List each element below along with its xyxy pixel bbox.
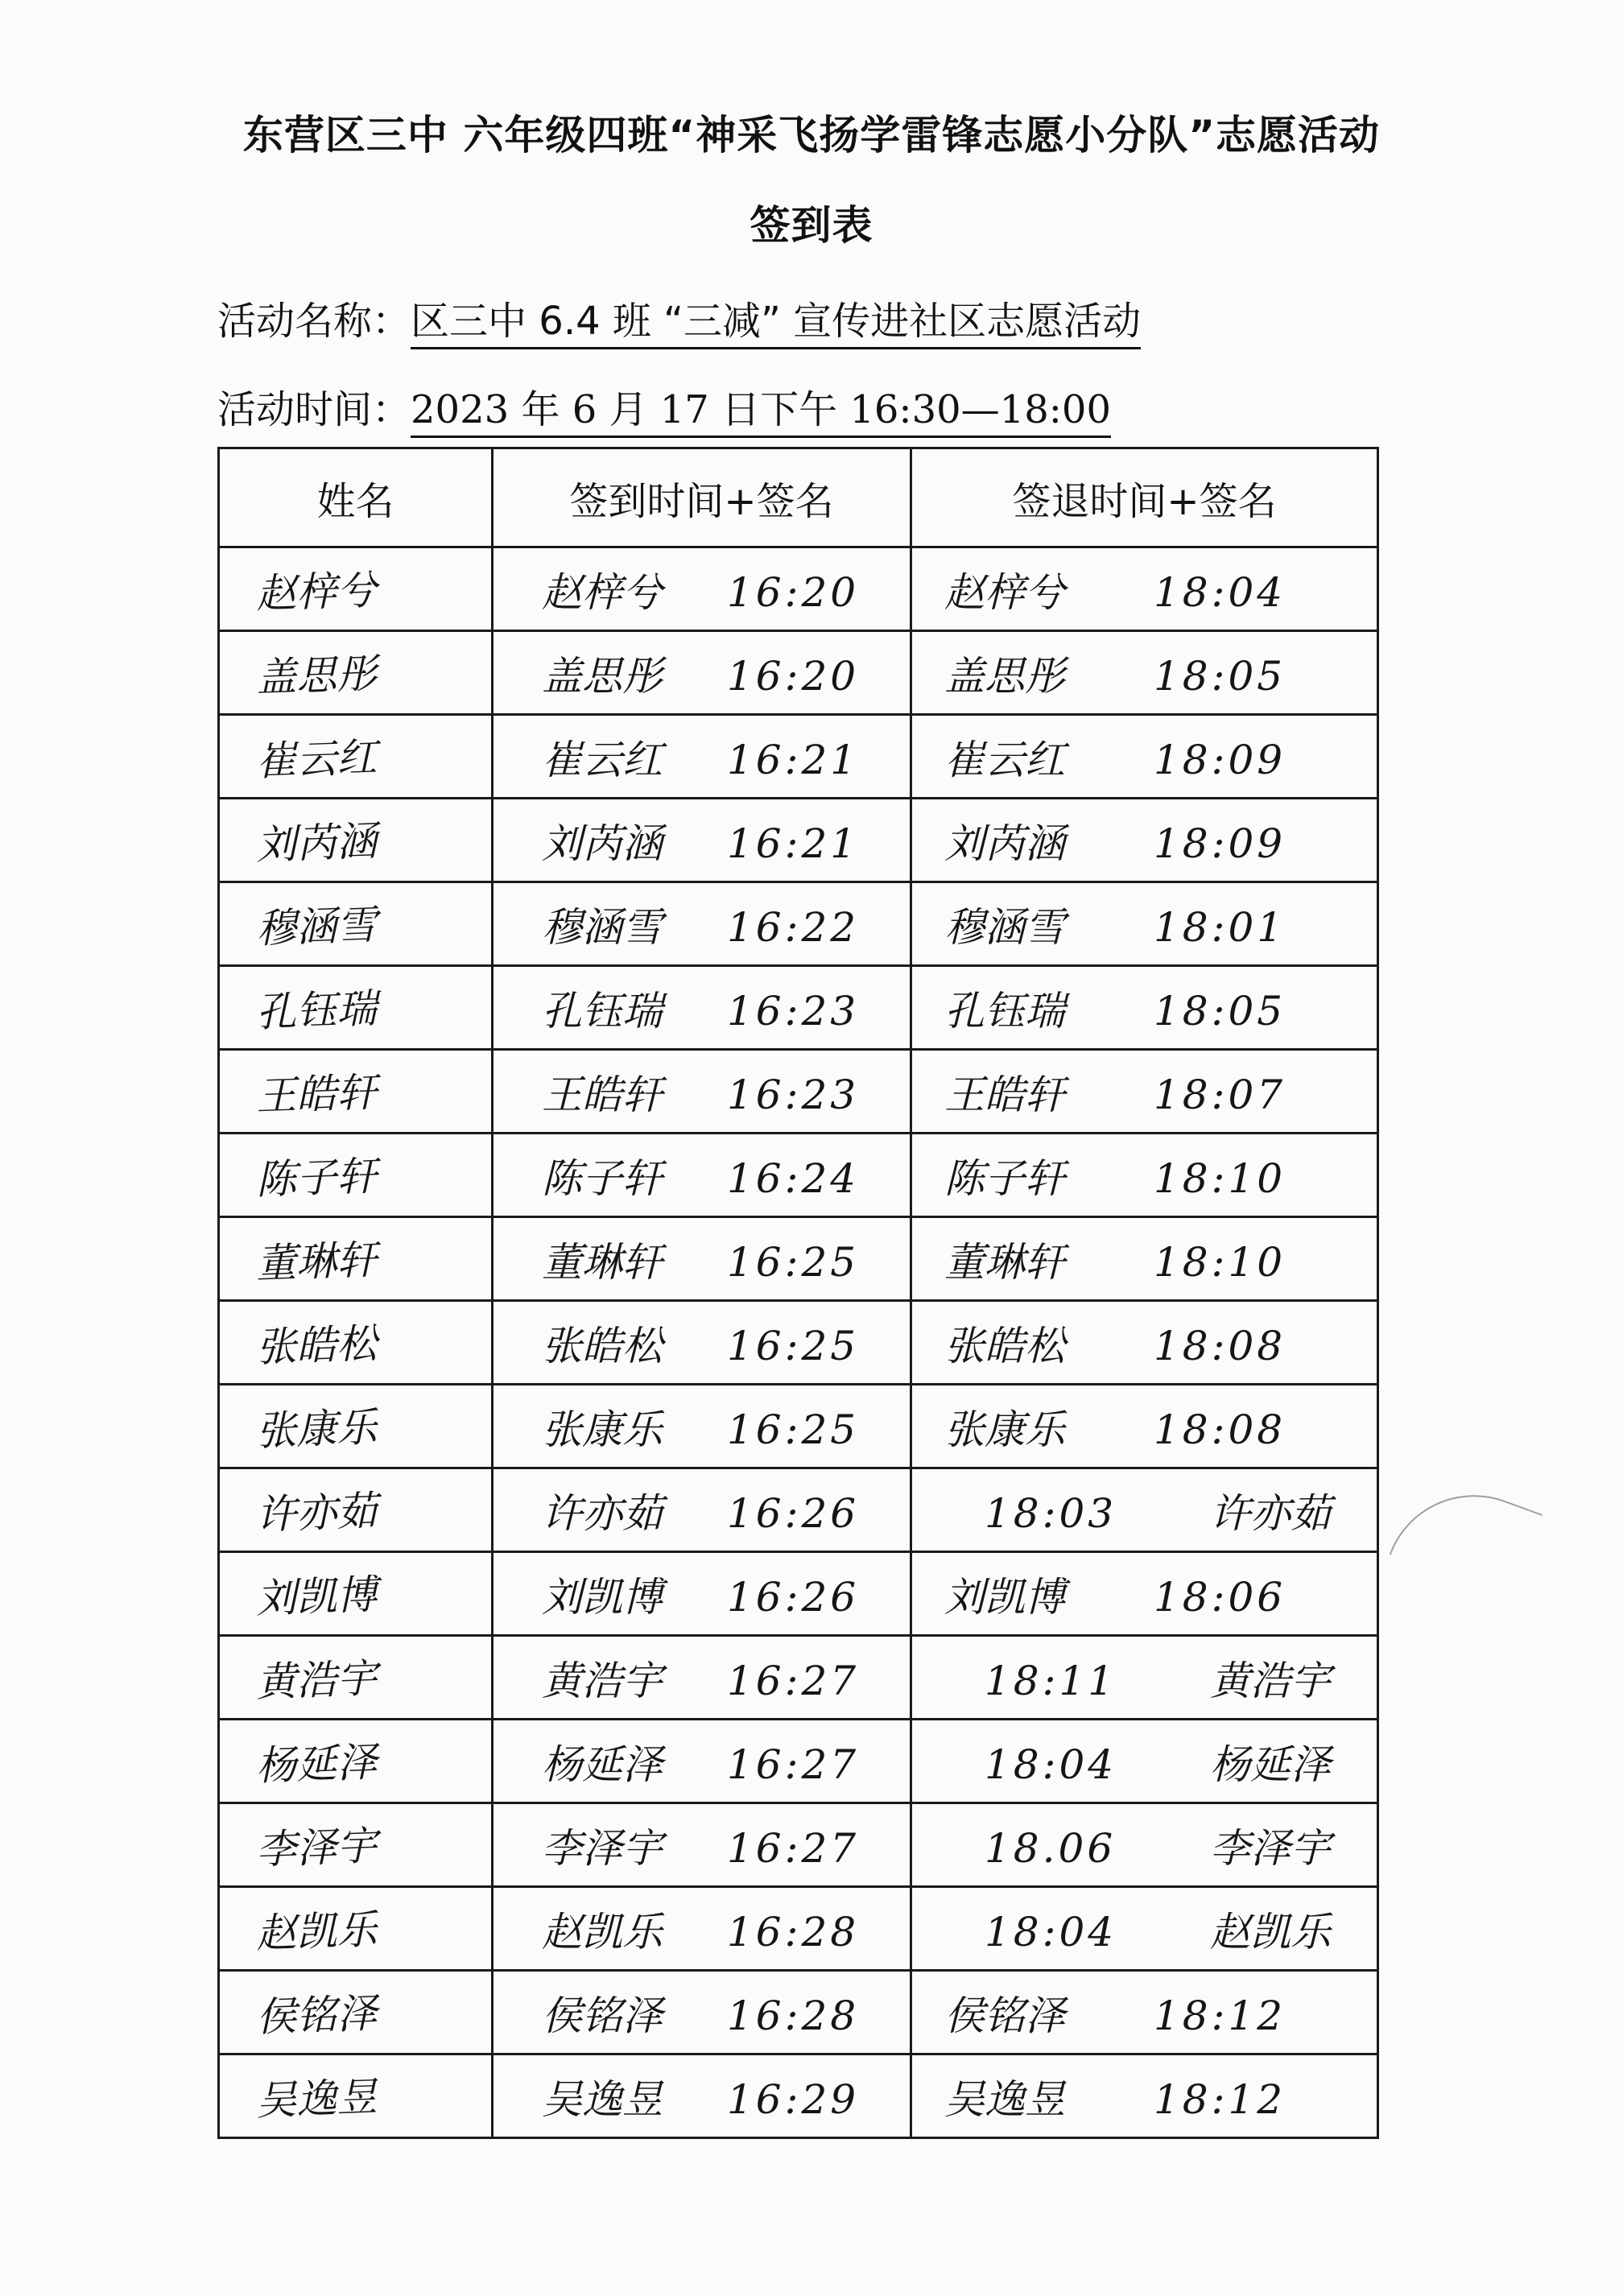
handwritten-name: 吴逸昱 [255, 2073, 378, 2125]
header-signout: 签退时间+签名 [911, 448, 1378, 547]
signin-signature: 孔钰瑞 [542, 987, 663, 1034]
handwritten-name: 刘凯博 [255, 1571, 378, 1622]
signout-signature: 刘凯博 [944, 1573, 1065, 1621]
signin-time: 16:29 [727, 2075, 860, 2123]
signout-cell [911, 882, 1378, 966]
signin-signature: 张康乐 [542, 1406, 663, 1453]
activity-name-value: 区三中 6.4 班 “三减” 宣传进社区志愿活动 [411, 299, 1141, 349]
signout-time: 18:10 [1154, 1238, 1286, 1286]
signin-cell [493, 547, 911, 631]
signin-signature: 崔云红 [542, 736, 663, 783]
document-title: 东营区三中 六年级四班“神采飞扬学雷锋志愿小分队”志愿活动 [242, 112, 1381, 159]
signout-cell [911, 1301, 1378, 1385]
signout-signature: 张康乐 [944, 1406, 1065, 1453]
signin-time: 16:21 [727, 820, 860, 867]
signout-cell [911, 1720, 1378, 1803]
header-signin: 签到时间+签名 [493, 448, 911, 547]
pen-scratch-mark [1390, 1470, 1543, 1600]
signout-time: 18:11 [985, 1657, 1117, 1704]
signin-signature: 许亦茹 [542, 1489, 663, 1537]
activity-name-line [217, 290, 1141, 345]
signin-time: 16:25 [727, 1238, 860, 1286]
signout-cell [911, 1050, 1378, 1134]
table-row [219, 1636, 1378, 1720]
signin-signature: 吴逸昱 [542, 2075, 663, 2123]
signout-time: 18:12 [1154, 2075, 1286, 2123]
name-cell [219, 2054, 493, 2138]
name-cell [219, 1971, 493, 2054]
signin-cell [493, 631, 911, 715]
name-cell [219, 631, 493, 715]
signout-signature: 黄浩宇 [1210, 1657, 1331, 1704]
table-row [219, 1887, 1378, 1971]
signin-signature: 穆涵雪 [542, 903, 663, 951]
signout-signature: 崔云红 [944, 736, 1065, 783]
signout-signature: 赵梓兮 [944, 568, 1065, 616]
signout-time: 18.06 [985, 1824, 1117, 1872]
signin-time: 16:22 [727, 903, 860, 951]
table-row [219, 631, 1378, 715]
signin-cell [493, 1552, 911, 1636]
signin-time: 16:26 [727, 1489, 860, 1537]
signout-signature: 赵凯乐 [1210, 1908, 1331, 1955]
signout-signature: 盖思彤 [944, 652, 1065, 700]
table-row [219, 1971, 1378, 2054]
signin-cell [493, 2054, 911, 2138]
handwritten-name: 杨延泽 [255, 1738, 378, 1790]
signout-signature: 穆涵雪 [944, 903, 1065, 951]
table-row [219, 1385, 1378, 1468]
signin-time: 16:23 [727, 987, 860, 1034]
signin-signature: 董琳轩 [542, 1238, 663, 1286]
activity-name-label: 活动名称： [217, 299, 411, 344]
signin-time: 16:27 [727, 1741, 860, 1788]
table-row [219, 1720, 1378, 1803]
name-cell [219, 882, 493, 966]
signin-time: 16:21 [727, 736, 860, 783]
signin-signature: 赵凯乐 [542, 1908, 663, 1955]
signin-time: 16:28 [727, 1992, 860, 2039]
signin-signature: 张皓松 [542, 1322, 663, 1369]
signin-time: 16:27 [727, 1657, 860, 1704]
signout-time: 18:08 [1154, 1406, 1286, 1453]
name-cell [219, 1552, 493, 1636]
table-row [219, 1134, 1378, 1217]
signin-time: 16:25 [727, 1406, 860, 1453]
name-cell [219, 1636, 493, 1720]
handwritten-name: 盖思彤 [255, 650, 378, 701]
table-header-row [219, 448, 1378, 547]
name-cell [219, 799, 493, 882]
signout-signature: 刘芮涵 [944, 820, 1065, 867]
signin-cell [493, 799, 911, 882]
signout-cell [911, 966, 1378, 1050]
table-row [219, 882, 1378, 966]
signout-time: 18:04 [985, 1741, 1117, 1788]
name-cell [219, 1385, 493, 1468]
handwritten-name: 张康乐 [255, 1403, 378, 1455]
signin-signature: 盖思彤 [542, 652, 663, 700]
signout-time: 18:10 [1154, 1154, 1286, 1202]
signout-signature: 杨延泽 [1210, 1741, 1331, 1788]
activity-time-line [217, 378, 1111, 434]
table-row [219, 966, 1378, 1050]
table-row [219, 547, 1378, 631]
signout-signature: 侯铭泽 [944, 1992, 1065, 2039]
signout-time: 18:09 [1154, 736, 1286, 783]
signin-cell [493, 715, 911, 799]
signin-time: 16:20 [727, 652, 860, 700]
signin-time: 16:27 [727, 1824, 860, 1872]
signin-cell [493, 1636, 911, 1720]
table-row [219, 1217, 1378, 1301]
signout-time: 18:08 [1154, 1322, 1286, 1369]
signin-signature: 杨延泽 [542, 1741, 663, 1788]
signin-time: 16:20 [727, 568, 860, 616]
handwritten-name: 赵梓兮 [255, 566, 378, 617]
handwritten-name: 孔钰瑞 [255, 985, 378, 1036]
table-row [219, 1050, 1378, 1134]
name-cell [219, 1887, 493, 1971]
signout-cell [911, 1217, 1378, 1301]
signin-time: 16:24 [727, 1154, 860, 1202]
table-row [219, 1468, 1378, 1552]
signout-time: 18:07 [1154, 1071, 1286, 1118]
handwritten-name: 董琳轩 [255, 1236, 378, 1287]
table-row [219, 799, 1378, 882]
signin-signature: 李泽宇 [542, 1824, 663, 1872]
signout-time: 18:06 [1154, 1573, 1286, 1621]
signin-cell [493, 1134, 911, 1217]
signout-time: 18:01 [1154, 903, 1286, 951]
table-row [219, 1552, 1378, 1636]
signin-cell [493, 966, 911, 1050]
handwritten-name: 陈子轩 [255, 1152, 378, 1204]
signout-cell [911, 1468, 1378, 1552]
signin-signature: 侯铭泽 [542, 1992, 663, 2039]
signout-signature: 王皓轩 [944, 1071, 1065, 1118]
signin-cell [493, 1720, 911, 1803]
signout-time: 18:05 [1154, 652, 1286, 700]
handwritten-name: 王皓轩 [255, 1068, 378, 1120]
signin-cell [493, 1050, 911, 1134]
signout-cell [911, 1552, 1378, 1636]
table-row [219, 2054, 1378, 2138]
header-name: 姓名 [219, 448, 493, 547]
name-cell [219, 966, 493, 1050]
signout-cell [911, 2054, 1378, 2138]
signout-cell [911, 1971, 1378, 2054]
signin-table [217, 447, 1379, 2139]
name-cell [219, 715, 493, 799]
signout-signature: 孔钰瑞 [944, 987, 1065, 1034]
activity-time-value: 2023 年 6 月 17 日下午 16:30—18:00 [411, 387, 1111, 438]
signin-cell [493, 1803, 911, 1887]
name-cell [219, 1468, 493, 1552]
name-cell [219, 1301, 493, 1385]
signout-cell [911, 631, 1378, 715]
signout-cell [911, 547, 1378, 631]
signout-time: 18:05 [1154, 987, 1286, 1034]
table-row [219, 715, 1378, 799]
signout-signature: 许亦茹 [1210, 1489, 1331, 1537]
handwritten-name: 黄浩宇 [255, 1654, 378, 1706]
handwritten-name: 张皓松 [255, 1319, 378, 1371]
signout-signature: 吴逸昱 [944, 2075, 1065, 2123]
signin-cell [493, 1385, 911, 1468]
signout-time: 18:12 [1154, 1992, 1286, 2039]
signout-cell [911, 1385, 1378, 1468]
name-cell [219, 1217, 493, 1301]
signout-cell [911, 1887, 1378, 1971]
document-subtitle: 签到表 [750, 202, 873, 249]
signin-cell [493, 1468, 911, 1552]
handwritten-name: 侯铭泽 [255, 1989, 378, 2041]
signout-cell [911, 799, 1378, 882]
signin-time: 16:25 [727, 1322, 860, 1369]
name-cell [219, 1720, 493, 1803]
signout-time: 18:04 [1154, 568, 1286, 616]
signout-time: 18:09 [1154, 820, 1286, 867]
signout-time: 18:04 [985, 1908, 1117, 1955]
signin-signature: 陈子轩 [542, 1154, 663, 1202]
signout-cell [911, 1636, 1378, 1720]
name-cell [219, 547, 493, 631]
name-cell [219, 1803, 493, 1887]
handwritten-name: 许亦茹 [255, 1487, 378, 1538]
signin-time: 16:26 [727, 1573, 860, 1621]
activity-time-label: 活动时间： [217, 387, 411, 432]
signout-cell [911, 1134, 1378, 1217]
signin-signature: 王皓轩 [542, 1071, 663, 1118]
signin-cell [493, 1971, 911, 2054]
signin-signature: 刘凯博 [542, 1573, 663, 1621]
signin-cell [493, 882, 911, 966]
signin-time: 16:28 [727, 1908, 860, 1955]
signout-cell [911, 1803, 1378, 1887]
handwritten-name: 穆涵雪 [255, 901, 378, 952]
signin-cell [493, 1887, 911, 1971]
signout-cell [911, 715, 1378, 799]
table-row [219, 1803, 1378, 1887]
signout-signature: 董琳轩 [944, 1238, 1065, 1286]
signout-signature: 李泽宇 [1210, 1824, 1331, 1872]
name-cell [219, 1134, 493, 1217]
handwritten-name: 刘芮涵 [255, 817, 378, 869]
handwritten-name: 崔云红 [255, 733, 378, 785]
signin-signature: 赵梓兮 [542, 568, 663, 616]
signin-signature: 黄浩宇 [542, 1657, 663, 1704]
table-row [219, 1301, 1378, 1385]
handwritten-name: 赵凯乐 [255, 1906, 378, 1957]
handwritten-name: 李泽宇 [255, 1822, 378, 1873]
name-cell [219, 1050, 493, 1134]
signin-cell [493, 1217, 911, 1301]
signin-signature: 刘芮涵 [542, 820, 663, 867]
signin-cell [493, 1301, 911, 1385]
signin-time: 16:23 [727, 1071, 860, 1118]
signout-time: 18:03 [985, 1489, 1117, 1537]
signout-signature: 张皓松 [944, 1322, 1065, 1369]
signout-signature: 陈子轩 [944, 1154, 1065, 1202]
